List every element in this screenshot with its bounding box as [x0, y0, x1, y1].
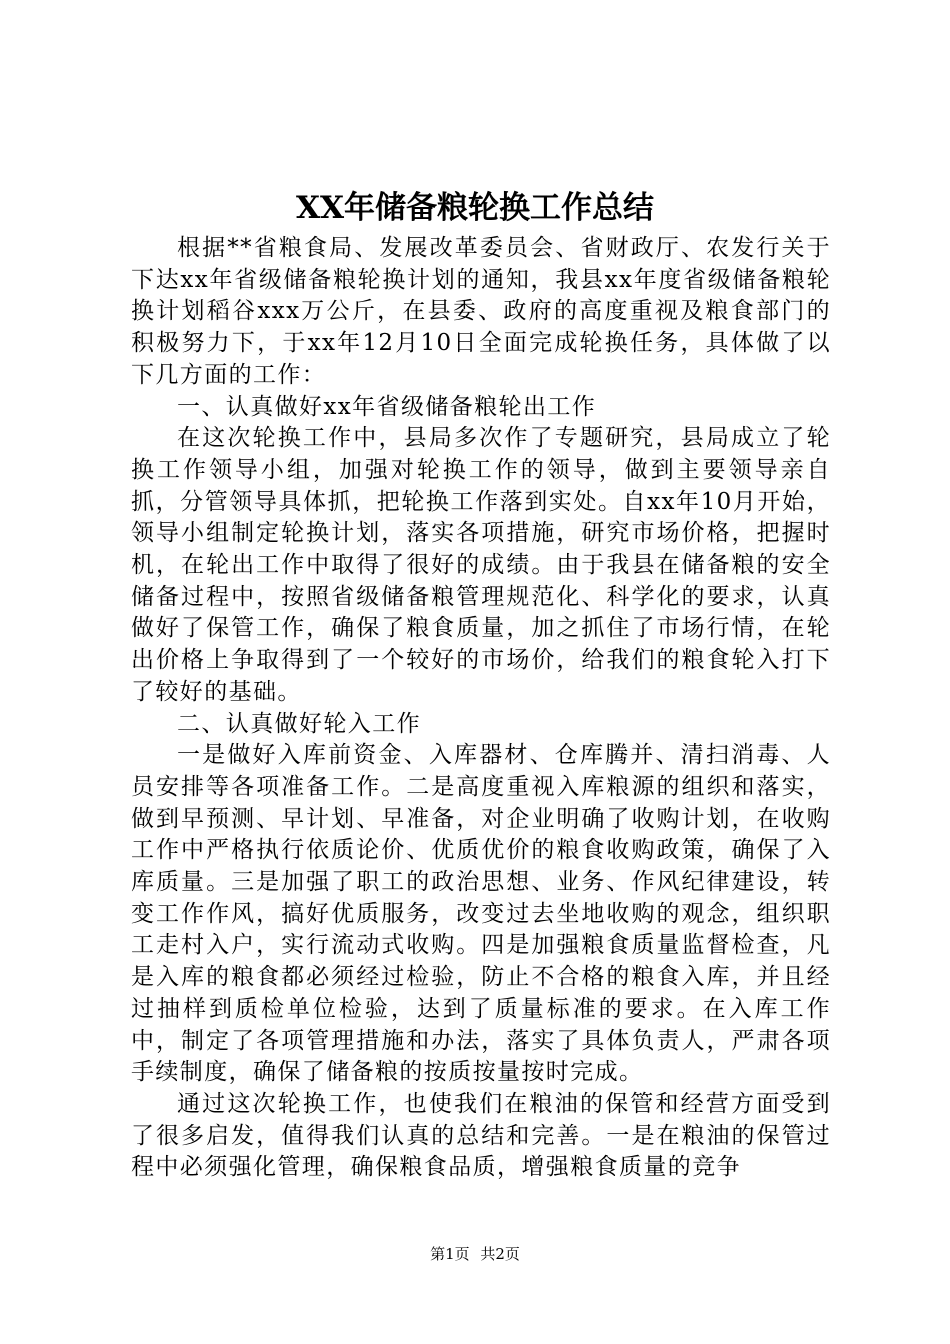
paragraph-intro: 根据**省粮食局、发展改革委员会、省财政厅、农发行关于下达xx年省级储备粮轮换计划的通知，我县xx年度省级储备粮轮换计划稻谷xxx万公斤，在县委、政府的高度重视及粮食部门的积极努力下，于xx年12月10日全面完成轮换任务，具体做了以下几方面的工作： — [131, 235, 831, 388]
paragraph-section-2: 一是做好入库前资金、入库器材、仓库腾并、清扫消毒、人员安排等各项准备工作。二是高度重视入库粮源的组织和落实，做到早预测、早计划、早准备，对企业明确了收购计划，在收购工作中严格执行依质论价、优质优价的粮食收购政策，确保了入库质量。三是加强了职工的政治思想、业务、作风纪律建设，转变工作作风，搞好优质服务，改变过去坐地收购的观念，组织职工走村入户，实行流动式收购。四是加强粮食质量监督检查，凡是入库的粮食都必须经过检验，防止不合格的粮食入库，并且经过抽样到质检单位检验，达到了质量标准的要求。在入库工作中，制定了各项管理措施和办法，落实了具体负责人，严肃各项手续制度，确保了储备粮的按质按量按时完成。 — [131, 742, 831, 1086]
page-footer: 第1页 共2页 — [430, 1245, 520, 1263]
document-title: XX年储备粮轮换工作总结 — [295, 190, 655, 226]
paragraph-summary: 通过这次轮换工作，也使我们在粮油的保管和经营方面受到了很多启发，值得我们认真的总结和完善。一是在粮油的保管过程中必须强化管理，确保粮食品质，增强粮食质量的竞争 — [131, 1090, 831, 1181]
paragraph-section-1: 在这次轮换工作中，县局多次作了专题研究，县局成立了轮换工作领导小组，加强对轮换工作的领导，做到主要领导亲自抓，分管领导具体抓，把轮换工作落到实处。自xx年10月开始，领导小组制定轮换计划，落实各项措施，研究市场价格，把握时机，在轮出工作中取得了很好的成绩。由于我县在储备粮的安全储备过程中，按照省级储备粮管理规范化、科学化的要求，认真做好了保管工作，确保了粮食质量，加之抓住了市场行情，在轮出价格上争取得到了一个较好的市场价，给我们的粮食轮入打下了较好的基础。 — [131, 425, 831, 705]
section-heading-2: 二、认真做好轮入工作 — [177, 710, 421, 737]
document-body — [131, 233, 831, 1184]
section-heading-1: 一、认真做好xx年省级储备粮轮出工作 — [177, 393, 597, 420]
